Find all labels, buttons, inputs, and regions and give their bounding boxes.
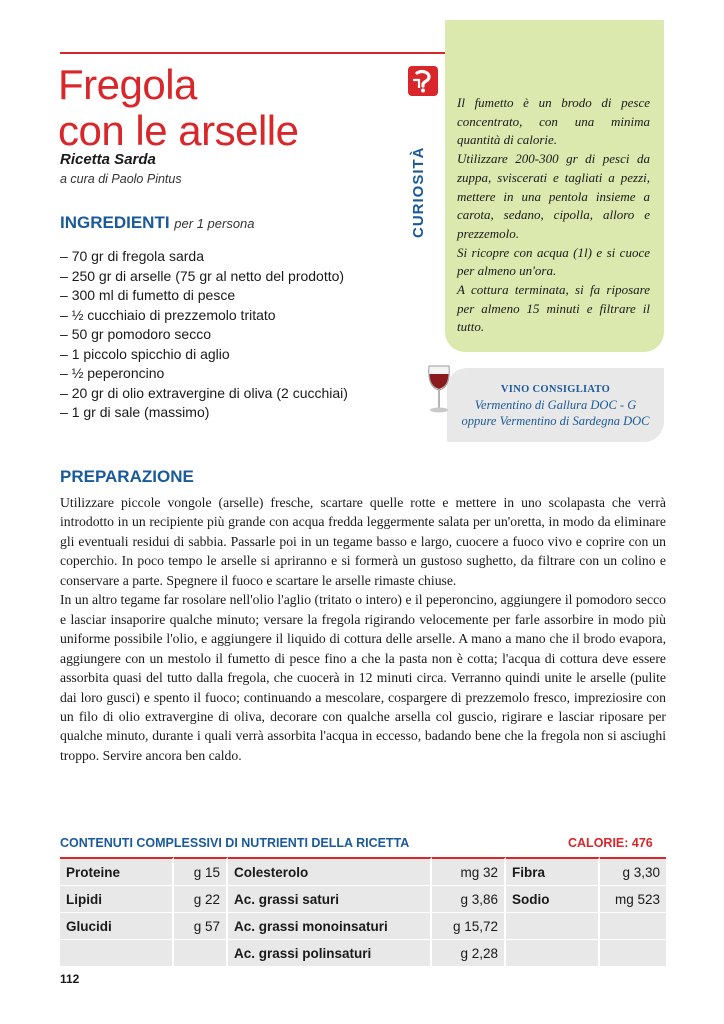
- nutrient-name: Ac. grassi monoinsaturi: [228, 913, 432, 940]
- nutrient-value: g 3,30: [600, 857, 666, 886]
- ingredients-title: INGREDIENTI: [60, 213, 170, 232]
- curiosity-icon-graphic: [408, 66, 438, 96]
- nutrient-value: [600, 940, 666, 967]
- ingredient-item: – 50 gr pomodoro secco: [60, 325, 430, 345]
- nutrient-name: Ac. grassi polinsaturi: [228, 940, 432, 967]
- wine-title: VINO CONSIGLIATO: [500, 384, 611, 395]
- nutrient-value: mg 32: [432, 857, 506, 886]
- nutrients-table: [60, 857, 666, 967]
- curiosity-text: [457, 94, 650, 337]
- nutrients-heading: CONTENUTI COMPLESSIVI DI NUTRIENTI DELLA RICETTA: [60, 836, 410, 850]
- preparation-paragraph: Utilizzare piccole vongole (arselle) fresche, scartare quelle rotte e mettere in uno scolapasta che verrà introdotto in un recipiente più grande con acqua fredda leggermente salata per un'oretta, in modo da eliminare gli eventuali residui di sabbia. Passarle poi in un tegame basso e largo, cuocere a fuoco vivo e coprire con un coperchio. In poco tempo le arselle si apriranno e si formerà un gustoso sughetto, da filtrare con un colino e conservare a parte. Spegnere il fuoco e scartare le arselle rimaste chiuse.: [60, 495, 666, 588]
- ingredient-item: – ½ cucchiaio di prezzemolo tritato: [60, 306, 430, 326]
- ingredients-serving: per 1 persona: [174, 216, 255, 231]
- ingredient-item: – 1 gr di sale (massimo): [60, 403, 430, 423]
- table-row: [60, 940, 666, 967]
- wine-text: [447, 398, 664, 429]
- nutrient-name: Fibra: [506, 857, 600, 886]
- nutrient-value: g 22: [174, 886, 228, 913]
- ingredient-item: – ½ peperoncino: [60, 364, 430, 384]
- nutrient-value: mg 523: [600, 886, 666, 913]
- ingredient-item: – 1 piccolo spicchio di aglio: [60, 345, 430, 365]
- nutrient-name: Colesterolo: [228, 857, 432, 886]
- nutrient-value: g 15: [174, 857, 228, 886]
- nutrient-value: [600, 913, 666, 940]
- preparation-heading: PREPARAZIONE: [60, 467, 194, 486]
- nutrient-value: g 57: [174, 913, 228, 940]
- preparation-text: [60, 493, 666, 765]
- title-line-2: con le arselle: [58, 107, 299, 154]
- nutrient-name: Ac. grassi saturi: [228, 886, 432, 913]
- curiosity-paragraph: A cottura terminata, si fa riposare per almeno 15 minuti e filtrare il tutto.: [457, 282, 650, 335]
- curiosity-paragraph: Il fumetto è un brodo di pesce concentrato, con una minima quantità di calorie.: [457, 95, 650, 148]
- nutrient-name: Lipidi: [60, 886, 174, 913]
- recipe-title: [58, 62, 418, 154]
- ingredient-item: – 70 gr di fregola sarda: [60, 247, 430, 267]
- curiosity-icon: [408, 66, 438, 96]
- table-row: [60, 913, 666, 940]
- nutrient-name: [506, 913, 600, 940]
- title-line-1: Fregola: [58, 61, 197, 108]
- table-row: [60, 886, 666, 913]
- nutrient-name: Sodio: [506, 886, 600, 913]
- ingredient-item: – 300 ml di fumetto di pesce: [60, 286, 430, 306]
- nutrient-value: g 3,86: [432, 886, 506, 913]
- nutrient-name: Proteine: [60, 857, 174, 886]
- nutrient-name: [506, 940, 600, 967]
- wine-line: oppure Vermentino di Sardegna DOC: [461, 413, 650, 428]
- recipe-origin: Ricetta Sarda: [60, 151, 156, 168]
- curiosity-paragraph: Utilizzare 200-300 gr di pesci da zuppa, sviscerati e tagliati a pezzi, mettere in una pentola insieme a carota, sedano, cipolla, alloro e prezzemolo.: [457, 151, 650, 241]
- nutrient-value: [174, 940, 228, 967]
- nutrient-name: Glucidi: [60, 913, 174, 940]
- ingredients-heading: [60, 213, 255, 233]
- table-row: [60, 857, 666, 886]
- curiosity-label: [402, 132, 442, 242]
- nutrient-name: [60, 940, 174, 967]
- ingredients-list: [60, 247, 430, 423]
- ingredient-item: – 20 gr di olio extravergine di oliva (2 cucchiai): [60, 384, 430, 404]
- calories-value: CALORIE: 476: [568, 836, 653, 850]
- wine-line: Vermentino di Gallura DOC - G: [474, 398, 637, 412]
- preparation-paragraph: In un altro tegame far rosolare nell'olio l'aglio (tritato o intero) e il peperoncino, aggiungere il pomodoro secco e lasciar insaporire qualche minuto; versare la fregola rigirando velocemente per farle assorbire in modo più uniforme possibile l'olio, e aggiungere il liquido di cottura delle arselle. A mano a mano che il brodo evapora, aggiungere con un mestolo il fumetto di pesce fino a che la pasta non è cotta; l'acqua di cottura deve essere assorbita quasi del tutto dalla fregola, che cuocerà in 12 minuti circa. Verranno quindi unite le arselle (pulite dai loro gusci) e spento il fuoco; continuando a mescolare, cospargere di prezzemolo fresco, impreziosire con un filo di olio extravergine di oliva, decorare con qualche arsella col guscio, rigirare e lasciar riposare per qualche minuto, durante i quali verrà assorbita l'acqua in eccesso, badando bene che la fregola non si asciughi troppo. Servire ancora ben caldo.: [60, 592, 666, 763]
- page-number: 112: [60, 972, 80, 986]
- curiosity-label-text: CURIOSITÀ: [410, 146, 427, 238]
- curiosity-paragraph: Si ricopre con acqua (1l) e si cuoce per almeno un'ora.: [457, 244, 650, 279]
- ingredient-item: – 250 gr di arselle (75 gr al netto del prodotto): [60, 267, 430, 287]
- nutrient-value: g 15,72: [432, 913, 506, 940]
- nutrient-value: g 2,28: [432, 940, 506, 967]
- recipe-author: a cura di Paolo Pintus: [60, 172, 182, 186]
